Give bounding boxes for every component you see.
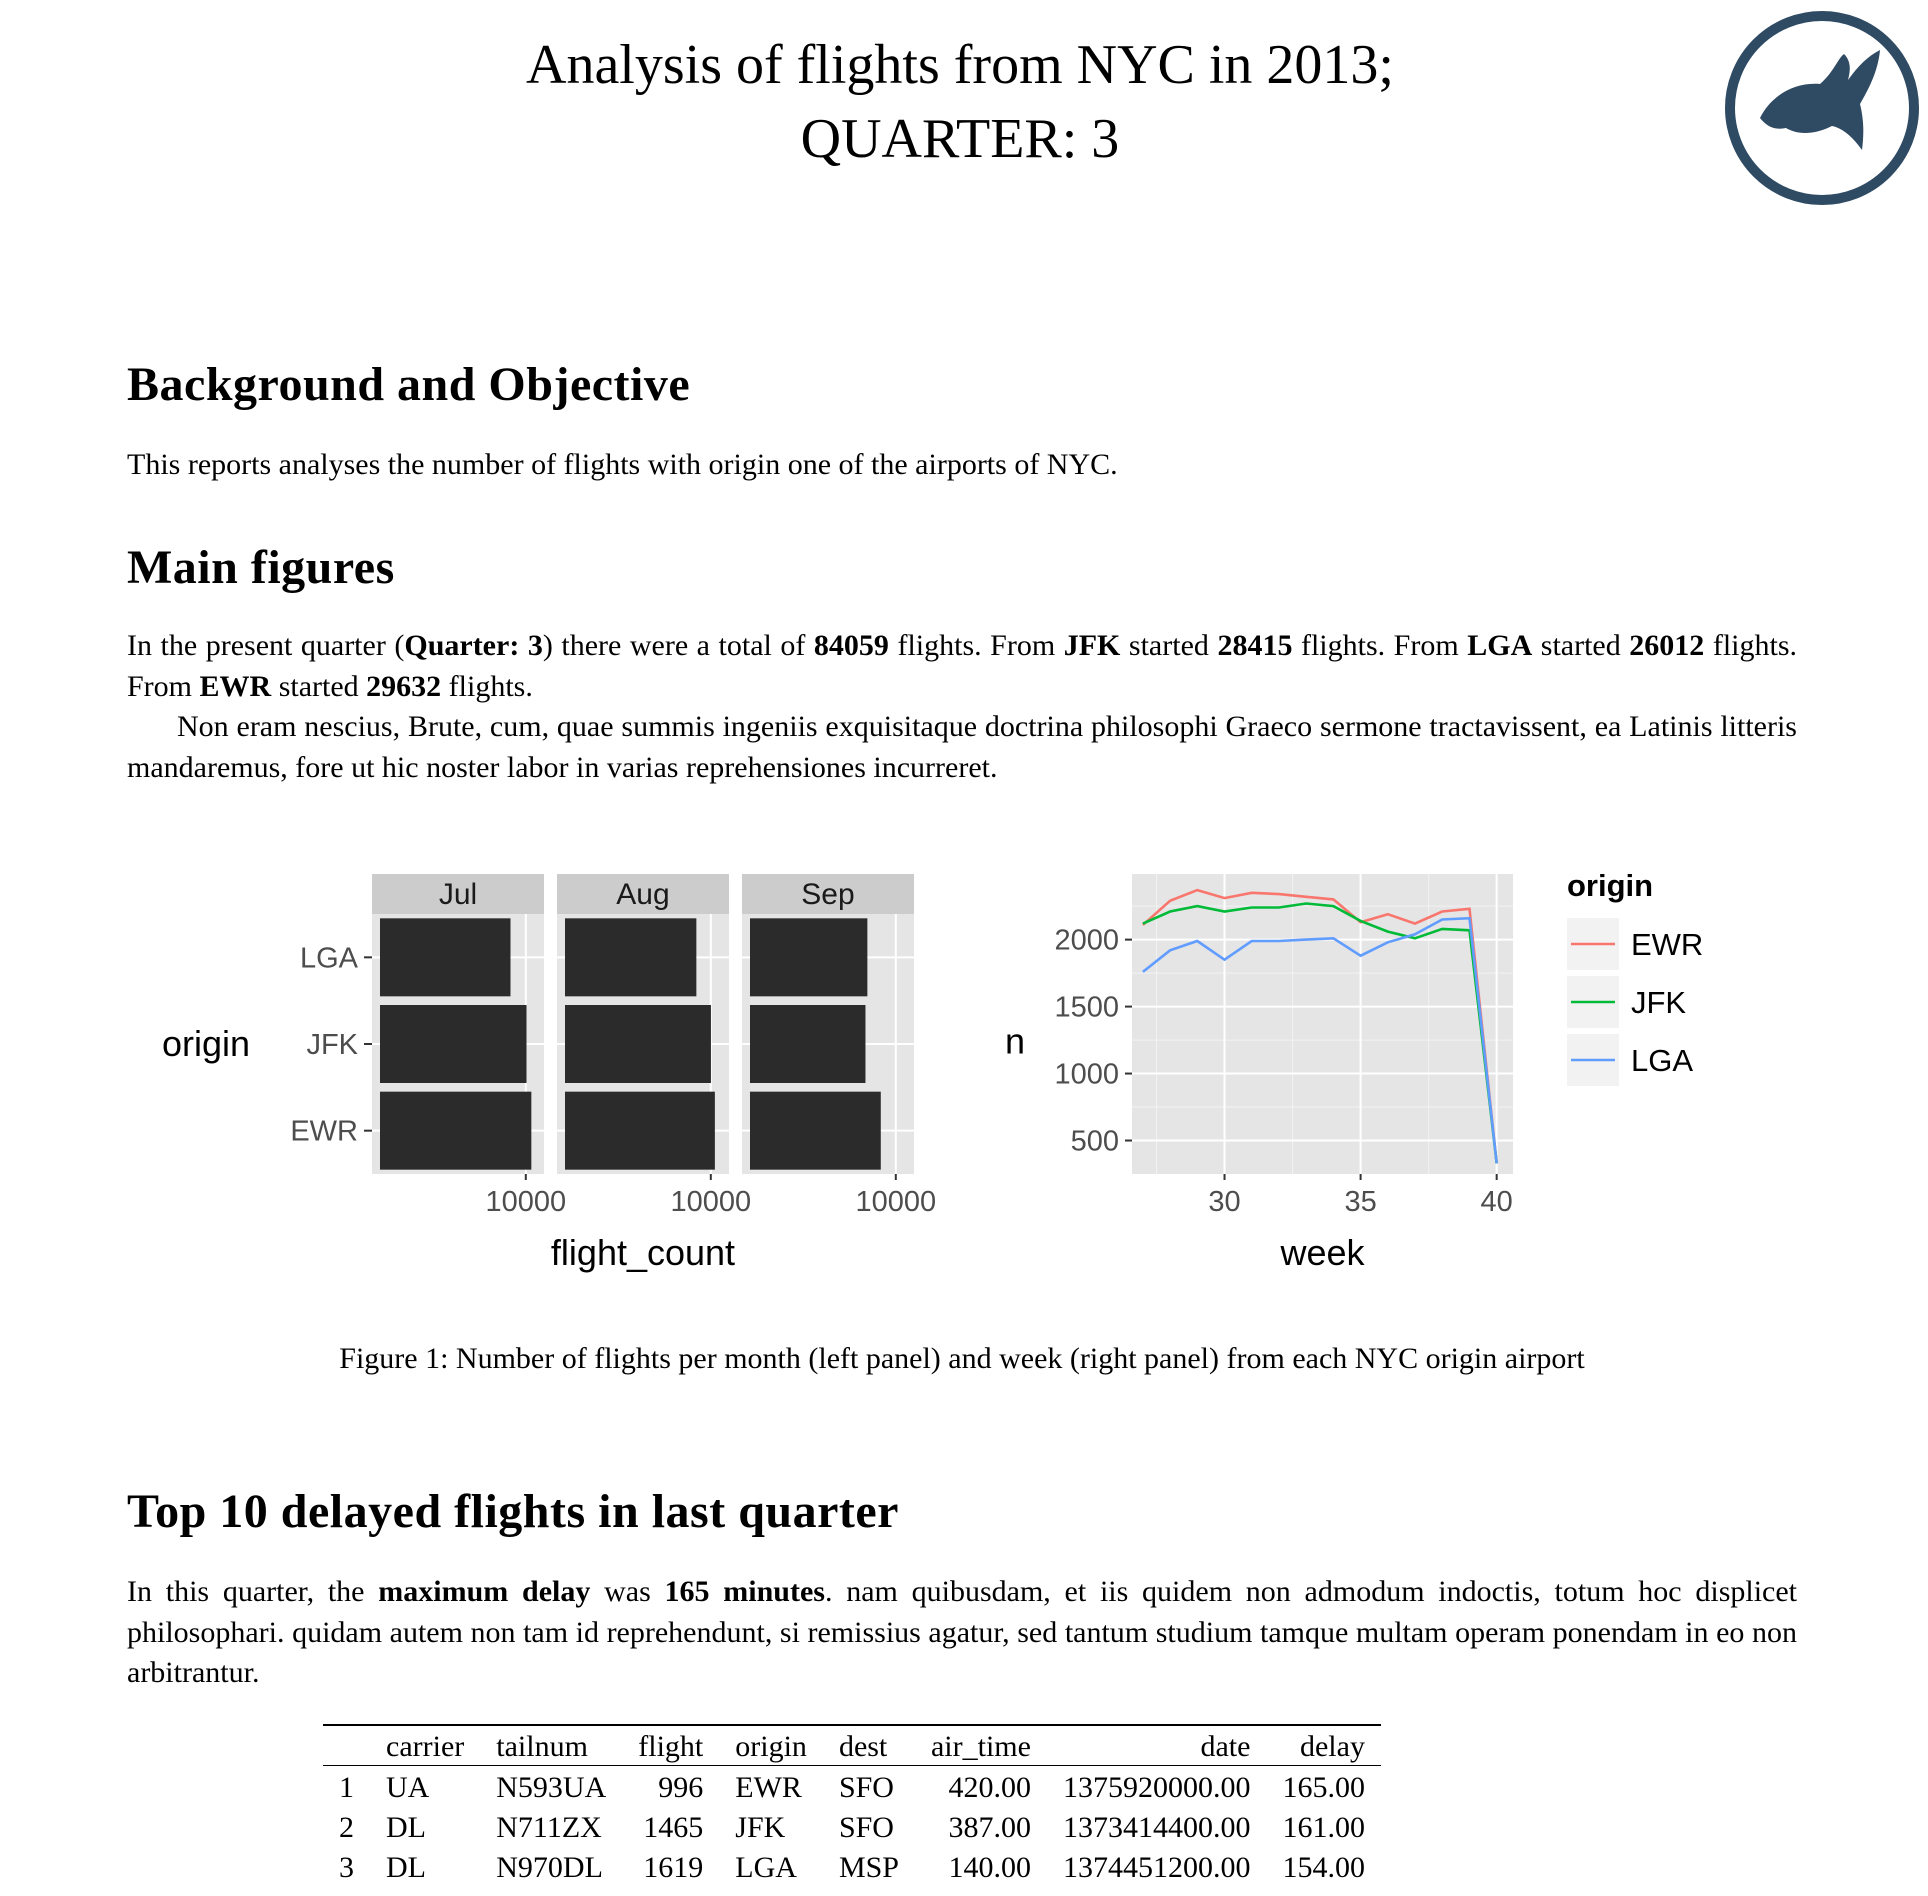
cell-carrier: UA — [386, 1770, 430, 1804]
cell-dest: MSP — [838, 1850, 899, 1884]
bar-jul-jfk — [380, 1005, 527, 1083]
col-dest: dest — [838, 1730, 888, 1763]
main-figures-text: In the present quarter (Quarter: 3) there were a total of 84059 flights. From JFK started 28415 flights. From LGA started 26012 flights. From EWR started 29632 flights. Non eram nescius, Brute, cum, quae summis ingeniis exquisitaque doctrina philosophi Graeco sermone tractavissent, ea Latinis litteris mandaremus, fore ut hic noster labor in varias reprehensiones incurreret. — [127, 626, 1797, 788]
cell-date: 1373414400.00 — [1062, 1810, 1251, 1844]
y-tick-label: 1000 — [1054, 1058, 1119, 1091]
bar-aug-ewr — [565, 1092, 715, 1170]
max-delay-value: 165 minutes — [664, 1575, 825, 1608]
jfk-count: 28415 — [1217, 629, 1293, 662]
y-axis-label: n — [1005, 1020, 1026, 1062]
cell-origin: LGA — [735, 1850, 797, 1884]
lga-count: 26012 — [1629, 629, 1705, 662]
total-flights: 84059 — [813, 629, 889, 662]
cell-tailnum: N970DL — [496, 1850, 603, 1884]
x-tick-label: 35 — [1344, 1186, 1377, 1218]
cell-carrier: DL — [386, 1850, 426, 1884]
cell-date: 1374451200.00 — [1062, 1850, 1251, 1884]
cell-air-time: 387.00 — [948, 1810, 1031, 1844]
y-axis-label: origin — [162, 1023, 251, 1064]
cell-origin: JFK — [735, 1810, 786, 1844]
col-air-time: air_time — [930, 1730, 1031, 1763]
x-tick-label: 10000 — [670, 1186, 752, 1218]
table-row — [323, 1806, 1381, 1846]
x-tick-label: 10000 — [855, 1186, 937, 1218]
cell-date: 1375920000.00 — [1062, 1770, 1251, 1804]
title-line-1: Analysis of flights from NYC in 2013; — [526, 34, 1394, 96]
cell-flight: 1619 — [643, 1850, 704, 1884]
table-row — [323, 1766, 1381, 1807]
cell-flight: 1465 — [643, 1810, 704, 1844]
monthly-flights-bar-chart — [140, 860, 970, 1280]
report-title — [300, 28, 1620, 176]
cell-index: 3 — [339, 1850, 354, 1884]
heading-main-figures: Main figures — [127, 541, 395, 594]
legend-label-ewr: EWR — [1631, 927, 1704, 962]
bar-sep-ewr — [750, 1092, 881, 1170]
col-carrier: carrier — [386, 1730, 465, 1763]
col-date: date — [1200, 1730, 1251, 1763]
background-text: This reports analyses the number of flights with origin one of the airports of NYC. — [127, 448, 1118, 481]
cell-delay: 161.00 — [1282, 1810, 1365, 1844]
table-row — [323, 1846, 1381, 1886]
bar-sep-lga — [750, 918, 867, 996]
legend-label-jfk: JFK — [1631, 985, 1687, 1020]
figure-caption: Figure 1: Number of flights per month (left panel) and week (right panel) from each NYC origin airport — [339, 1342, 1585, 1375]
cell-origin: EWR — [735, 1770, 802, 1804]
latin-paragraph: Non eram nescius, Brute, cum, quae summis ingeniis exquisitaque doctrina philosophi Graeco sermone tractavissent, ea Latinis litteris mandaremus, fore ut hic noster labor in varias reprehensiones incurreret. — [127, 710, 1797, 784]
bar-aug-lga — [565, 918, 696, 996]
x-tick-label: 10000 — [485, 1186, 567, 1218]
facet-label-sep: Sep — [801, 878, 855, 911]
col-index — [323, 1725, 370, 1766]
x-axis-label: flight_count — [550, 1232, 736, 1273]
heading-background: Background and Objective — [127, 358, 691, 411]
col-flight: flight — [638, 1730, 704, 1763]
y-tick-label: 1500 — [1054, 991, 1119, 1024]
y-tick-label-ewr: EWR — [290, 1115, 358, 1148]
weekly-flights-line-chart — [985, 860, 1725, 1280]
y-tick-label-jfk: JFK — [306, 1029, 358, 1061]
title-line-2: QUARTER: 3 — [800, 108, 1120, 170]
top-delays-text: In this quarter, the maximum delay was 165 minutes. nam quibusdam, et iis quidem non admodum indoctis, totum hoc displicet philosophari. quidam autem non tam id reprehendunt, si remissius agatur, sed tantum studium tamque multam operam ponendam in eo non arbitrantur. — [127, 1575, 1798, 1689]
cell-dest: SFO — [838, 1770, 894, 1804]
facet-label-jul: Jul — [438, 878, 478, 911]
cell-carrier: DL — [386, 1810, 426, 1844]
cell-index: 1 — [339, 1770, 354, 1804]
cell-tailnum: N593UA — [496, 1770, 607, 1804]
cell-air-time: 420.00 — [948, 1770, 1031, 1804]
x-tick-label: 40 — [1480, 1186, 1513, 1218]
cell-index: 2 — [339, 1810, 354, 1844]
cell-delay: 154.00 — [1282, 1850, 1365, 1884]
facet-label-aug: Aug — [616, 878, 670, 911]
cell-air-time: 140.00 — [948, 1850, 1031, 1884]
diving-bird-logo-icon — [1712, 10, 1924, 205]
col-delay: delay — [1299, 1730, 1365, 1763]
y-tick-label: 500 — [1070, 1125, 1119, 1158]
legend-label-lga: LGA — [1631, 1043, 1694, 1078]
bar-jul-ewr — [380, 1092, 531, 1170]
quarter-label: Quarter: 3 — [404, 629, 543, 662]
heading-top-delays: Top 10 delayed flights in last quarter — [127, 1485, 899, 1538]
bar-jul-lga — [380, 918, 510, 996]
legend-title: origin — [1567, 868, 1654, 903]
cell-flight: 996 — [658, 1770, 704, 1804]
y-tick-label: 2000 — [1054, 924, 1119, 957]
cell-tailnum: N711ZX — [496, 1810, 602, 1844]
x-axis-label: week — [1280, 1232, 1365, 1273]
ewr-count: 29632 — [366, 669, 442, 703]
x-tick-label: 30 — [1208, 1186, 1241, 1218]
col-tailnum: tailnum — [496, 1730, 588, 1763]
max-delay-label: maximum delay — [378, 1575, 591, 1608]
bar-aug-jfk — [565, 1005, 711, 1083]
table-header-row — [323, 1725, 1381, 1766]
col-origin: origin — [735, 1730, 807, 1763]
delayed-flights-table — [323, 1724, 1381, 1886]
y-tick-label-lga: LGA — [299, 942, 358, 975]
bar-sep-jfk — [750, 1005, 865, 1083]
cell-dest: SFO — [838, 1810, 894, 1844]
cell-delay: 165.00 — [1282, 1770, 1365, 1804]
